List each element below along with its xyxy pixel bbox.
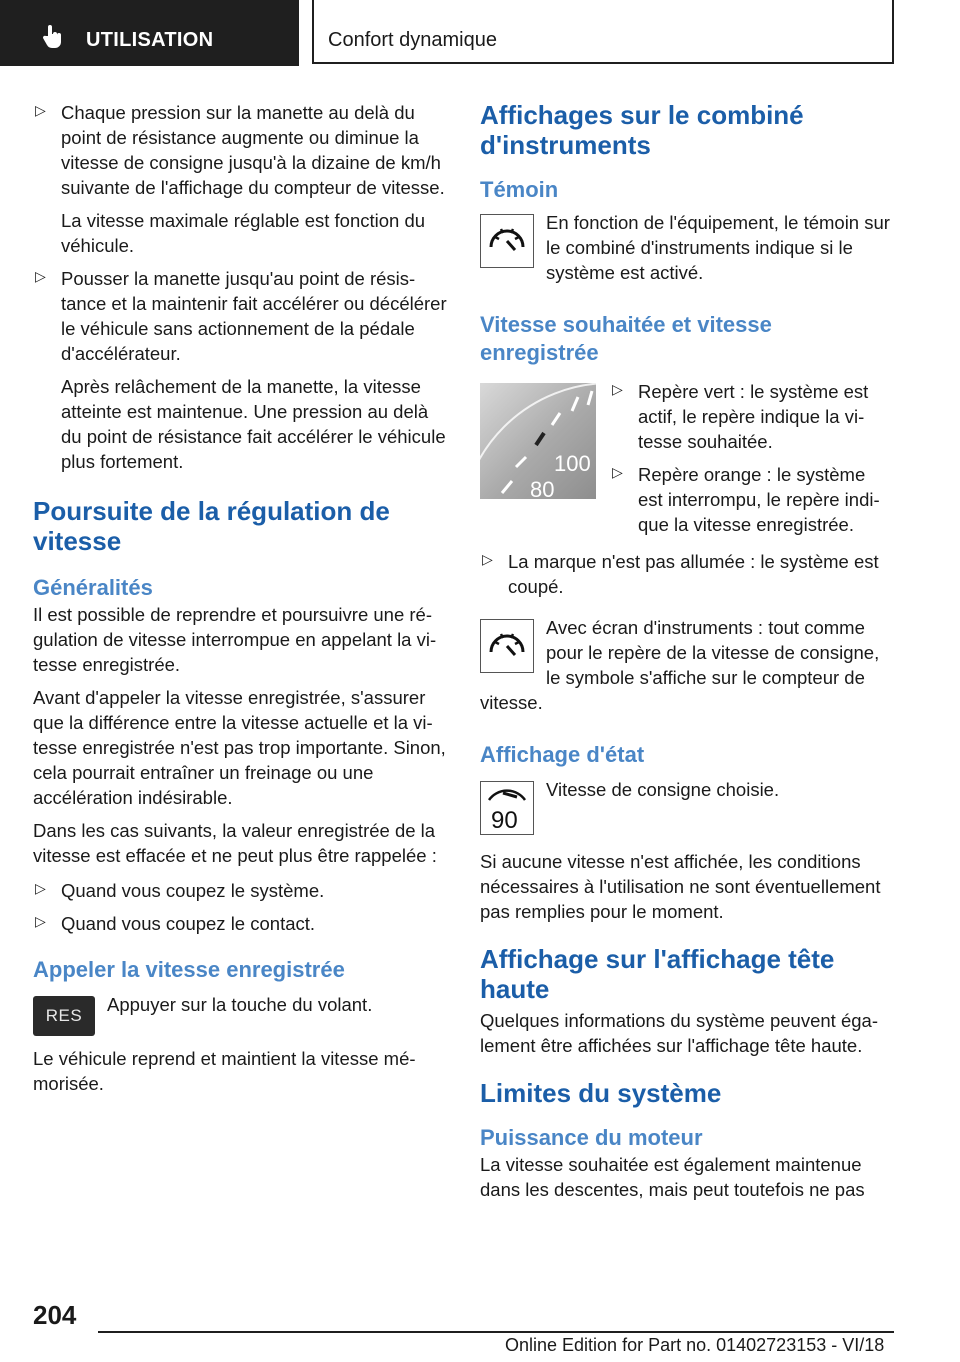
triangle-bullet-icon: ▷	[482, 551, 493, 567]
set-speed-value: 90	[491, 807, 518, 834]
left-column	[33, 100, 453, 1104]
chapter-title: Confort dynamique	[328, 29, 497, 51]
list-item	[33, 878, 453, 903]
chapter-tab	[312, 0, 894, 64]
list-item	[610, 379, 895, 454]
section-title: UTILISATION	[86, 29, 214, 51]
speed-label-80: 80	[530, 477, 555, 499]
heading-poursuite: Poursuite de la régulation de vitesse	[33, 496, 390, 556]
list-item	[33, 911, 453, 936]
paragraph: La vitesse maximale réglable est fonction du véhicule.	[61, 210, 426, 256]
res-button-icon: RES	[33, 996, 95, 1036]
paragraph: En fonction de l'équipement, le témoin sur le combiné d'instruments indique si le système est activé.	[546, 212, 890, 283]
paragraph: Si aucune vitesse n'est affichée, les conditions nécessaires à l'utilisation ne sont éventuellement pas remplies pour le moment.	[480, 851, 881, 922]
heading-appeler: Appeler la vitesse enregistrée	[33, 957, 345, 982]
edition-note: Online Edition for Part no. 01402723153 - VI/18	[505, 1335, 885, 1355]
paragraph: Il est possible de reprendre et poursuivre une régulation de vitesse interrompue en appelant la vitesse enregistrée.	[33, 604, 437, 675]
triangle-bullet-icon: ▷	[35, 102, 46, 118]
triangle-bullet-icon: ▷	[35, 268, 46, 284]
cruise-control-indicator-icon	[480, 214, 534, 268]
list-item	[480, 549, 895, 599]
heading-affichages: Affichages sur le combiné d'instruments	[480, 100, 804, 160]
heading-puissance: Puissance du moteur	[480, 1125, 703, 1150]
paragraph: Repère vert : le système est actif, le repère indique la vitesse souhaitée.	[638, 381, 869, 452]
footer-divider	[98, 1331, 894, 1333]
paragraph: Avant d'appeler la vitesse enregistrée, s'assurer que la différence entre la vitesse actuelle et la vitesse enregistrée n'est pas trop importante. Sinon, cela pourrait entraîner un freinage ou une accélération indésirable.	[33, 687, 446, 808]
paragraph: Vitesse de consigne choisie.	[546, 779, 780, 800]
paragraph: Appuyer sur la touche du volant.	[107, 994, 373, 1015]
heading-vitesse: Vitesse souhaitée et vitesse enregistrée	[480, 312, 772, 365]
set-speed-display-icon	[480, 781, 534, 835]
triangle-bullet-icon: ▷	[612, 464, 623, 480]
right-column	[480, 100, 895, 1210]
paragraph: Repère orange : le système est interrompu, le repère indique la vitesse enregistrée.	[638, 464, 880, 535]
heading-tete-haute: Affichage sur l'affichage tête haute	[480, 944, 835, 1004]
heading-limites: Limites du système	[480, 1078, 722, 1108]
paragraph: Chaque pression sur la manette au delà du point de résistance augmente ou diminue la vitesse de consigne jusqu'à la dizaine de km/h suivante de l'affichage du compteur de vitesse.	[61, 102, 445, 198]
page-number: 204	[33, 1300, 77, 1330]
paragraph: Dans les cas suivants, la valeur enregistrée de la vitesse est effacée et ne peut plus être rappelée :	[33, 820, 437, 866]
speedometer-image	[480, 383, 596, 499]
paragraph: Quand vous coupez le système.	[61, 880, 325, 901]
paragraph: Le véhicule reprend et maintient la vitesse mémorisée.	[33, 1048, 416, 1094]
paragraph: Après relâchement de la manette, la vitesse atteinte est maintenue. Une pression au delà du point de résistance fait accélérer le véhicule plus fortement.	[61, 376, 446, 472]
paragraph: Quand vous coupez le contact.	[61, 913, 316, 934]
hand-pointer-icon	[40, 24, 66, 50]
speed-label-100: 100	[554, 451, 591, 476]
paragraph: Avec écran d'instruments : tout comme pour le repère de la vitesse de consigne, le symbole s'affiche sur le compteur de vitesse.	[480, 617, 880, 713]
heading-temoin: Témoin	[480, 177, 559, 202]
list-item	[33, 100, 453, 258]
triangle-bullet-icon: ▷	[35, 913, 46, 929]
paragraph: La marque n'est pas allumée : le système est coupé.	[508, 551, 879, 597]
heading-generalites: Généralités	[33, 575, 153, 600]
list-item	[610, 462, 895, 537]
paragraph: La vitesse souhaitée est également maintenue dans les descentes, mais peut toutefois ne pas	[480, 1154, 865, 1200]
cruise-control-indicator-icon	[480, 619, 534, 673]
section-tab	[0, 0, 299, 66]
paragraph: Pousser la manette jusqu'au point de résistance et la maintenir fait accélérer ou décélérer le véhicule sans actionnement de la pédale d'accélérateur.	[61, 268, 447, 364]
triangle-bullet-icon: ▷	[35, 880, 46, 896]
heading-etat: Affichage d'état	[480, 742, 645, 767]
list-item	[33, 266, 453, 474]
paragraph: Quelques informations du système peuvent également être affichées sur l'affichage tête haute.	[480, 1010, 878, 1056]
triangle-bullet-icon: ▷	[612, 381, 623, 397]
